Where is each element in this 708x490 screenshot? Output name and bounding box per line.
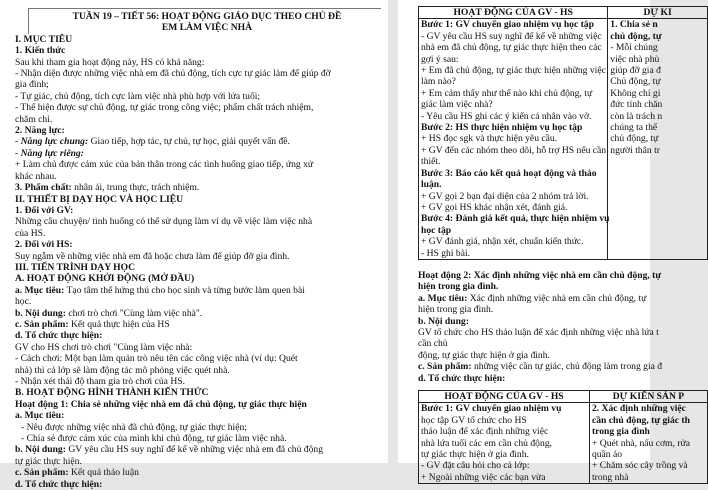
table-cell-steps-2 [419, 403, 590, 484]
text-line: - Nêu được những việc nhà đã chủ động, tự giác thực hiện; [21, 421, 247, 433]
lead-label: a. Mục tiêu: [15, 284, 65, 296]
document-page-right [398, 0, 690, 483]
text-line [15, 308, 381, 319]
text-line: B. HOẠT ĐỘNG HÌNH THÀNH KIẾN THỨC [15, 387, 209, 399]
text-line: a. Mục tiêu: [15, 410, 65, 422]
text-line: I. MỤC TIÊU [15, 33, 73, 45]
text-line: 2. Năng lực: [15, 125, 65, 137]
text-line: giác làm việc nhà? [421, 99, 493, 111]
lead-label: c. Sản phẩm: [15, 318, 69, 330]
text-line: + HS đọc sgk và thực hiện yêu cầu. [421, 133, 558, 145]
text-line: còn là trách n [610, 110, 663, 122]
text-line: - Năng lực riêng: [15, 147, 84, 159]
text-line: - Nhận xét thái độ tham gia trò chơi của HS. [15, 376, 185, 387]
text-line: + GV đến các nhóm theo dõi, hỗ trợ HS nếu cần [421, 144, 607, 156]
text-line: + Em cảm thấy như thế nào khi chủ động, tự [421, 87, 593, 99]
lead-label: c. Sản phẩm: [15, 467, 69, 479]
text-line: thảo luận để xác định những việc [421, 426, 549, 438]
text-line: luận. [421, 179, 442, 191]
text-line: Những câu chuyện/ tình huống có thể sử dụng làm ví dụ về việc làm việc nhà [15, 216, 313, 228]
lead-label: - Năng lực chung: [15, 136, 89, 148]
text-line: người thân tr [610, 144, 660, 156]
text-line: chăm chỉ. [15, 113, 53, 125]
table-header-gv-hs: HOẠT ĐỘNG CỦA GV - HS [419, 7, 608, 19]
left-page-paragraphs [15, 34, 381, 490]
table-header-gv-hs-2: HOẠT ĐỘNG CỦA GV - HS [419, 391, 590, 403]
text-line: Bước 1: GV chuyển giao nhiệm vụ học tập [421, 19, 594, 31]
text-line: chúng ta thể [610, 122, 658, 134]
text-line: b. Nội dung: [418, 315, 469, 327]
text-line: - Tự giác, chủ động, tích cực làm việc nhà phù hợp với lứa tuổi; [15, 90, 261, 102]
text-line: hiện trong gia đình. [418, 281, 499, 293]
text-line: chủ động, tự [610, 133, 659, 145]
text-line: - Nhận diện được những việc nhà em đã chủ động, tích cực tự giác làm để giúp đỡ [15, 68, 331, 80]
text-line: cần chủ động, tự giác th [591, 414, 690, 426]
text-line: của HS. [15, 227, 46, 239]
text-line: d. Tổ chức thực hiện: [418, 372, 506, 384]
text-line: 1. Chia sẻ n [610, 19, 658, 31]
text-line: Hoạt động 2: Xác định những việc nhà em cần chủ động, tự [418, 269, 662, 281]
text-line: - Mỗi chúng [610, 42, 658, 54]
text-line: Sau khi tham gia hoạt động này, HS có khả năng: [15, 56, 205, 68]
lesson-title-line-1: TUẦN 19 – TIẾT 56: HOẠT ĐỘNG GIÁO DỤC THEO CHỦ ĐỀ [72, 11, 342, 22]
table-cell-steps [419, 19, 608, 260]
lead-rest: Kết quả thực hiện của HS [68, 318, 170, 330]
text-line: tự giác thực hiện. [15, 455, 82, 467]
text-line: Không chỉ gi [610, 87, 661, 99]
lead-label: 3. Phẩm chất: [15, 182, 72, 194]
text-line: GV cho HS chơi trò chơi "Cùng làm việc nhà: [15, 341, 193, 353]
text-line: động, tự giác thực hiện ở gia đình. [418, 349, 550, 361]
text-line: nhà) thì cả lớp sẽ làm động tác mô phỏng việc quét nhà. [15, 364, 230, 376]
text-line [15, 182, 381, 193]
text-line: Hoạt động 1: Chia sẻ những việc nhà em đã chủ động, tự giác thực hiện [15, 398, 307, 410]
text-line: cần chủ [418, 338, 448, 350]
text-line: Bước 4: Đánh giá kết quả, thực hiện nhiệm vụ [421, 213, 610, 225]
lead-rest: Kết quả thảo luận [68, 467, 139, 479]
text-line: + GV gọi HS khác nhận xét, đánh giá. [421, 201, 568, 213]
lead-rest: chơi trò chơi "Cùng làm việc nhà". [65, 307, 203, 319]
text-line: làm nào? [421, 76, 456, 88]
text-line: d. Tổ chức thực hiện: [15, 478, 103, 490]
text-line [15, 285, 381, 296]
text-line [418, 361, 663, 373]
text-line: 2. Đối với HS: [15, 239, 73, 251]
text-line: II. THIẾT BỊ DẠY HỌC VÀ HỌC LIỆU [15, 193, 184, 205]
text-line: - Cách chơi: Một bạn làm quản trò nêu tên các công việc nhà (ví dụ: Quét [15, 353, 298, 365]
text-line: Chủ động, tự [610, 76, 661, 88]
text-line: 1. Kiến thức [15, 45, 66, 57]
lead-rest: nhân ái, trung thực, trách nhiệm. [71, 182, 200, 194]
text-line: GV tổ chức cho HS thảo luận để xác định những việc nhà lứa t [418, 326, 659, 338]
text-line [15, 467, 381, 478]
text-line: - Chia sẻ được cảm xúc của mình khi chủ động, tự giác làm việc nhà. [21, 433, 287, 445]
text-line: + Quét nhà, nấu cơm, rửa [591, 437, 690, 449]
text-line: 1. Đối với GV: [15, 204, 74, 216]
text-line: gia đình; [15, 79, 49, 91]
lead-rest: GV yêu cầu HS suy nghĩ để kể về những việc nhà em đã chủ động [65, 444, 323, 456]
lead-label: b. Nội dung: [15, 444, 66, 456]
text-line: + Em đã chủ động, tự giác thực hiện những việc [421, 65, 606, 77]
text-line: Bước 2: HS thực hiện nhiệm vụ học tập [421, 122, 583, 134]
text-line: Bước 3: Báo cáo kết quả hoạt động và thảo [421, 167, 597, 179]
text-line: - HS ghi bài. [421, 247, 471, 259]
lead-label: b. Nội dung: [15, 307, 66, 319]
text-line: chủ động, tự [610, 30, 662, 42]
text-line [15, 319, 381, 330]
text-line: giúp đỡ gia đ [610, 65, 661, 77]
table-cell-expected [608, 19, 708, 260]
text-line: d. Tổ chức thực hiện: [15, 330, 103, 342]
lesson-title [28, 8, 381, 34]
text-line: - GV yêu cầu HS suy nghĩ để kể về những việc [421, 30, 602, 42]
text-line: III. TIẾN TRÌNH DẠY HỌC [15, 261, 136, 273]
text-line: + Chăm sóc cây trồng và [591, 460, 688, 472]
text-line: - Yêu cầu HS ghi các ý kiến cá nhân vào vở. [421, 110, 592, 122]
lead-rest: Giao tiếp, hợp tác, tự chủ, tự học, giải quyết vấn đề. [88, 136, 290, 148]
lead-rest: Tạo tâm thế hứng thú cho học sinh và từng bước làm quen bài [64, 284, 305, 296]
activity-1-table [418, 6, 708, 260]
text-line: + Ngoài những việc các bạn vừa [421, 471, 546, 483]
text-line: trong nhà [591, 471, 629, 483]
text-line: nhà lứa tuổi các em cần chủ động, [421, 437, 552, 449]
text-line: thiết. [421, 156, 441, 168]
text-line: hiện trong gia đình. [418, 304, 494, 316]
text-line: học tập GV tổ chức cho HS [421, 414, 527, 426]
text-line: đức tính chăn [610, 99, 663, 111]
lead-rest: Xác định những việc nhà em cần chủ động, tự [467, 292, 647, 304]
text-line: quần áo [591, 449, 623, 461]
text-line: học tập [421, 224, 452, 236]
lead-label: a. Mục tiêu: [418, 292, 468, 304]
text-line: A. HOẠT ĐỘNG KHỞI ĐỘNG (MỞ ĐẦU) [15, 273, 195, 285]
text-line [418, 293, 650, 304]
text-line: + GV đánh giá, nhận xét, chuẩn kiến thức. [421, 236, 584, 248]
text-line: trong gia đình [591, 426, 650, 438]
table-cell-expected-2 [589, 403, 707, 484]
text-line [15, 136, 381, 147]
text-line: việc nhà phù [610, 53, 660, 65]
activity-2-intro [418, 269, 663, 384]
text-line: gợi ý sau: [421, 53, 459, 65]
text-line: + GV gọi 2 bạn đại diện của 2 nhóm trả lời. [421, 190, 589, 202]
text-line: tự giác thực hiện ở gia đình. [421, 449, 529, 461]
text-line [15, 444, 381, 455]
text-line: học. [15, 296, 32, 308]
text-line: Bước 1: GV chuyển giao nhiệm vụ [421, 403, 562, 415]
activity-tables [418, 6, 690, 484]
table-header-expected-2: DỰ KIẾN SẢN P [589, 391, 707, 403]
text-line: Suy ngẫm về những việc nhà em đã hoặc chưa làm để giúp đỡ gia đình. [15, 250, 290, 262]
activity-2-table [418, 390, 708, 484]
lesson-plan-text [15, 8, 381, 490]
lead-label: c. Sản phẩm: [418, 361, 472, 373]
lesson-title-line-2: EM LÀM VIỆC NHÀ [161, 22, 253, 34]
lead-rest: những việc cần tự giác, chủ động làm trong gia đ [471, 361, 663, 373]
text-line: khác nhau. [15, 170, 57, 182]
text-line: nhà em đã chủ động, tự giác thực hiện theo các [421, 42, 602, 54]
text-line: - GV đặt câu hỏi cho cả lớp: [421, 460, 530, 472]
text-line: 2. Xác định những việc [591, 403, 686, 415]
table-header-expected: DỰ KI [608, 7, 708, 19]
text-line: + Làm chủ được cảm xúc của bản thân trong các tình huống giao tiếp, ứng xử [15, 159, 314, 171]
text-line: - Thể hiện được sự chủ động, tự giác trong công việc; phẩm chất trách nhiệm, [15, 102, 314, 114]
